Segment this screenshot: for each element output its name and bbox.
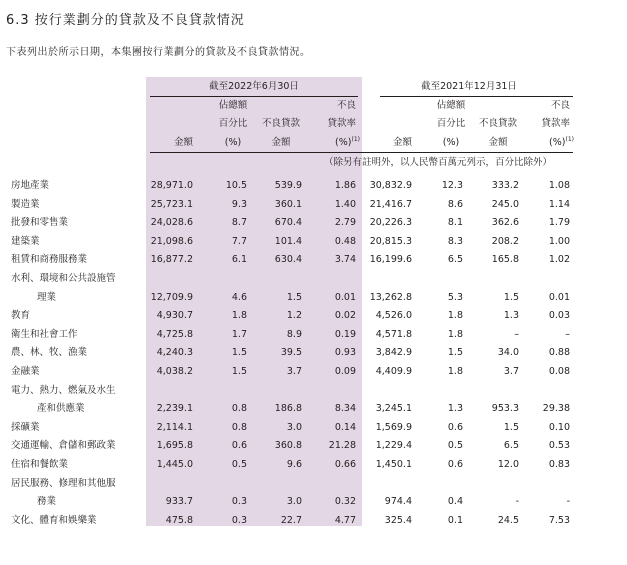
ratio-header-2022: (%)$^{(1)}$ <box>335 136 360 148</box>
industry-label: 採礦業 <box>11 421 40 433</box>
table-cell: 1,695.8 <box>156 440 193 452</box>
table-cell: 3,842.9 <box>375 347 412 359</box>
table-cell: 1,450.1 <box>375 459 412 470</box>
table-cell: 1.5 <box>231 366 247 377</box>
npl-header-2021: 金額 <box>488 137 508 148</box>
ratio-header-2021: 不良 <box>550 100 570 111</box>
table-cell: 0.8 <box>231 403 247 415</box>
table-cell: 5.3 <box>447 291 463 303</box>
table-cell: 1,445.0 <box>156 459 193 470</box>
table-cell: 4,240.3 <box>156 347 193 359</box>
table-cell: 22.7 <box>280 514 302 526</box>
table-cell: 25,723.1 <box>150 198 193 210</box>
table-cell: 0.83 <box>548 459 570 470</box>
industry-label: 批發和零售業 <box>11 217 69 229</box>
table-cell: 933.7 <box>165 496 193 508</box>
table-cell: 670.4 <box>274 217 302 229</box>
table-cell: 0.6 <box>447 459 463 470</box>
table-cell: 1.02 <box>548 254 570 266</box>
period-2021-underline <box>380 96 573 97</box>
table-cell: 1.5 <box>503 291 519 303</box>
table-cell: 1.8 <box>447 328 463 340</box>
table-cell: 0.48 <box>334 235 356 247</box>
table-cell: 0.01 <box>334 291 356 303</box>
table-cell: 1.40 <box>334 198 356 210</box>
table-cell: - <box>515 496 519 508</box>
amount-header-2022: 金額 <box>173 137 193 148</box>
table-cell: 12,709.9 <box>150 291 193 303</box>
industry-label: 交通運輸、倉儲和郵政業 <box>11 440 116 452</box>
table-cell: 3.0 <box>286 421 302 433</box>
table-cell: 1.14 <box>548 198 570 210</box>
table-cell: 1.2 <box>286 310 302 322</box>
table-cell: 1,569.9 <box>375 421 412 433</box>
table-cell: 1.7 <box>231 328 247 340</box>
table-cell: 0.3 <box>231 496 247 508</box>
table-cell: 0.5 <box>447 440 463 452</box>
industry-label: 理業 <box>37 291 57 303</box>
table-cell: 475.8 <box>165 514 193 526</box>
table-cell: 3,245.1 <box>375 403 412 415</box>
table-cell: 21.28 <box>328 440 356 452</box>
table-cell: 24.5 <box>497 514 519 526</box>
table-cell: 12.3 <box>441 180 463 191</box>
table-cell: 0.88 <box>548 347 570 359</box>
table-cell: 0.08 <box>548 366 570 377</box>
table-cell: 0.02 <box>334 310 356 322</box>
table-cell: 1.8 <box>231 310 247 322</box>
industry-label: 教育 <box>11 310 31 322</box>
table-cell: 30,832.9 <box>369 180 412 191</box>
table-cell: 6.5 <box>447 254 463 266</box>
table-cell: 0.3 <box>231 514 247 526</box>
industry-label: 金融業 <box>11 366 40 377</box>
industry-label: 水利、環境和公共設施管 <box>11 273 116 284</box>
table-cell: 0.8 <box>231 421 247 433</box>
table-cell: 0.1 <box>447 514 463 526</box>
table-cell: 0.19 <box>334 328 356 340</box>
table-cell: 0.53 <box>548 440 570 452</box>
table-cell: 21,416.7 <box>369 198 412 210</box>
npl-header-2022: 金額 <box>271 137 291 148</box>
table-cell: 9.6 <box>286 459 302 470</box>
industry-label: 居民服務、修理和其他服 <box>11 477 116 489</box>
table-cell: 6.1 <box>231 254 247 266</box>
table-cell: 4.6 <box>231 291 247 303</box>
table-cell: 165.8 <box>491 254 519 266</box>
table-cell: 34.0 <box>497 347 519 359</box>
table-cell: 1.3 <box>447 403 463 415</box>
industry-label: 製造業 <box>11 198 40 210</box>
industry-label: 房地產業 <box>11 180 50 191</box>
table-cell: 4,571.8 <box>375 328 412 340</box>
table-cell: 20,226.3 <box>369 217 412 229</box>
share-header-2021: 百分比 <box>436 118 466 129</box>
table-cell: 539.9 <box>274 180 302 191</box>
table-cell: 13,262.8 <box>369 291 412 303</box>
table-cell: 3.0 <box>286 496 302 508</box>
share-header-2022: 佔總額 <box>218 100 248 111</box>
table-cell: 1.8 <box>447 366 463 377</box>
industry-label: 衛生和社會工作 <box>11 328 78 340</box>
table-cell: 8.7 <box>231 217 247 229</box>
npl-header-2021: 不良貸款 <box>478 118 517 129</box>
table-cell: 1.00 <box>548 235 570 247</box>
table-cell: 10.5 <box>225 180 247 191</box>
table-cell: 8.34 <box>334 403 356 415</box>
table-cell: 4,526.0 <box>375 310 412 322</box>
table-cell: 0.10 <box>548 421 570 433</box>
table-cell: - <box>566 496 570 508</box>
table-cell: 360.1 <box>274 198 302 210</box>
table-cell: 360.8 <box>274 440 302 452</box>
table-cell: 333.2 <box>491 180 519 191</box>
table-cell: 1.5 <box>447 347 463 359</box>
table-cell: 245.0 <box>491 198 519 210</box>
industry-label: 電力、熱力、燃氣及水生 <box>11 384 116 396</box>
ratio-header-2022: 貸款率 <box>327 118 356 129</box>
share-header-2021: 佔總額 <box>436 100 466 111</box>
table-cell: 101.4 <box>274 235 302 247</box>
npl-header-2022: 不良貸款 <box>261 118 300 129</box>
share-header-2021: (%) <box>442 137 460 148</box>
industry-label: 租賃和商務服務業 <box>11 254 88 266</box>
table-cell: 7.7 <box>231 235 247 247</box>
table-cell: 29.38 <box>542 403 570 415</box>
period-2022-header: 截至2022年6月30日 <box>209 81 299 92</box>
table-cell: 4.77 <box>334 514 356 526</box>
table-cell: 1.5 <box>286 291 302 303</box>
table-cell: 0.14 <box>334 421 356 433</box>
table-cell: 9.3 <box>231 198 247 210</box>
table-cell: 325.4 <box>384 514 412 526</box>
period-2021-header: 截至2021年12月31日 <box>421 81 517 92</box>
ratio-header-2021: 貸款率 <box>541 118 570 129</box>
table-cell: 3.7 <box>286 366 302 377</box>
header-bottom-rule <box>150 152 573 153</box>
share-header-2022: (%) <box>224 137 242 148</box>
table-cell: 39.5 <box>280 347 302 359</box>
table-cell: – <box>514 328 519 340</box>
table-cell: 1.08 <box>548 180 570 191</box>
ratio-header-2022: 不良 <box>336 100 356 111</box>
table-cell: 0.09 <box>334 366 356 377</box>
table-cell: 0.6 <box>231 440 247 452</box>
table-cell: 0.93 <box>334 347 356 359</box>
table-cell: 1.3 <box>503 310 519 322</box>
industry-label: 住宿和餐飲業 <box>11 459 69 470</box>
intro-text: 下表列出於所示日期，本集團按行業劃分的貸款及不良貸款情況。 <box>6 47 311 58</box>
table-cell: – <box>565 328 570 340</box>
industry-label: 農、林、牧、漁業 <box>11 347 88 359</box>
table-cell: 2,239.1 <box>156 403 193 415</box>
table-cell: 1.8 <box>447 310 463 322</box>
unit-note: （除另有註明外，以人民幣百萬元列示，百分比除外） <box>324 157 553 168</box>
table-cell: 3.74 <box>334 254 356 266</box>
table-cell: 20,815.3 <box>369 235 412 247</box>
table-cell: 0.5 <box>231 459 247 470</box>
industry-label: 建築業 <box>11 235 40 247</box>
table-cell: 0.6 <box>447 421 463 433</box>
table-cell: 2.79 <box>334 217 356 229</box>
table-cell: 1.5 <box>231 347 247 359</box>
table-cell: 28,971.0 <box>150 180 193 191</box>
table-cell: 8.6 <box>447 198 463 210</box>
table-cell: 1,229.4 <box>375 440 412 452</box>
table-cell: 1.79 <box>548 217 570 229</box>
table-cell: 8.9 <box>286 328 302 340</box>
table-cell: 4,725.8 <box>156 328 193 340</box>
ratio-header-2021: (%)$^{(1)}$ <box>549 136 574 148</box>
table-cell: 24,028.6 <box>150 217 193 229</box>
table-cell: 2,114.1 <box>156 421 193 433</box>
table-cell: 208.2 <box>491 235 519 247</box>
table-cell: 16,877.2 <box>150 254 193 266</box>
table-cell: 0.01 <box>548 291 570 303</box>
table-cell: 6.5 <box>503 440 519 452</box>
share-header-2022: 百分比 <box>218 118 248 129</box>
table-cell: 0.4 <box>447 496 463 508</box>
table-cell: 3.7 <box>503 366 519 377</box>
table-cell: 8.3 <box>447 235 463 247</box>
section-title: 6.3 按行業劃分的貸款及不良貸款情況 <box>6 13 245 28</box>
table-cell: 12.0 <box>497 459 519 470</box>
amount-header-2021: 金額 <box>392 137 412 148</box>
table-cell: 4,930.7 <box>156 310 193 322</box>
table-cell: 16,199.6 <box>369 254 412 266</box>
table-cell: 974.4 <box>384 496 412 508</box>
table-cell: 8.1 <box>447 217 463 229</box>
table-cell: 1.5 <box>503 421 519 433</box>
table-cell: 4,038.2 <box>156 366 193 377</box>
industry-label: 文化、體育和娛樂業 <box>11 514 97 526</box>
table-cell: 630.4 <box>274 254 302 266</box>
period-2022-underline <box>150 96 358 97</box>
table-cell: 4,409.9 <box>375 366 412 377</box>
table-cell: 21,098.6 <box>150 235 193 247</box>
table-cell: 0.32 <box>334 496 356 508</box>
table-cell: 7.53 <box>548 514 570 526</box>
table-cell: 1.86 <box>334 180 356 191</box>
table-cell: 186.8 <box>274 403 302 415</box>
table-cell: 953.3 <box>491 403 519 415</box>
table-cell: 0.03 <box>548 310 570 322</box>
industry-label: 務業 <box>37 496 57 508</box>
table-cell: 362.6 <box>491 217 519 229</box>
industry-label: 產和供應業 <box>37 403 85 415</box>
table-cell: 0.66 <box>334 459 356 470</box>
